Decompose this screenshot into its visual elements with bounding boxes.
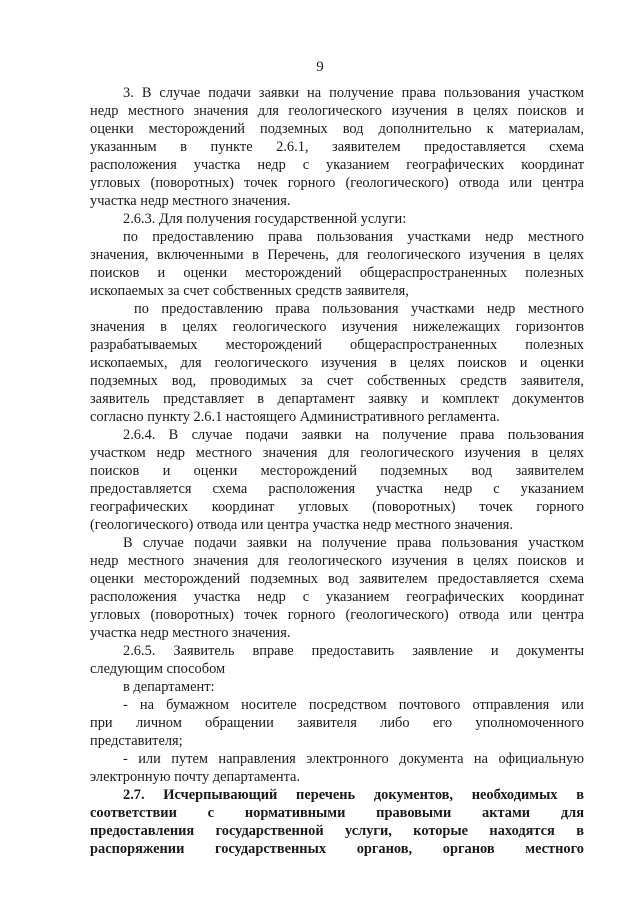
section-heading-line: 2.7. Исчерпывающий перечень документов, необходимых в [123,787,584,803]
text-line: географических координат угловых (поворотных) точек горного [90,499,584,515]
text-line: 3. В случае подачи заявки на получение права пользования участком [123,85,584,101]
text-line: В случае подачи заявки на получение права пользования участком [123,535,584,551]
text-line: по предоставлению права пользования участками недр местного [134,301,584,317]
text-line: расположения участка недр с указанием географических координат [90,157,584,173]
text-line: в департамент: [123,679,215,695]
text-line: значения, включенными в Перечень, для геологического изучения в целях [90,247,584,263]
text-line: предоставляется схема расположения участка недр с указанием [90,481,584,497]
text-line: угловых (поворотных) точек горного (геологического) отвода или центра [90,607,584,623]
text-line: участка недр местного значения. [90,625,291,641]
text-line: недр местного значения для геологического изучения в целях поисков и [90,103,584,119]
text-line: заявитель представляет в департамент заявку и комплект документов [90,391,584,407]
text-line: по предоставлению права пользования участками недр местного [123,229,584,245]
text-line: при личном обращении заявителя либо его уполномоченного [90,715,584,731]
text-line: значения в целях геологического изучения нижележащих горизонтов [90,319,584,335]
text-line: поисков и оценки месторождений подземных вод заявителем [90,463,584,479]
section-heading-line: предоставления государственной услуги, которые находятся в [90,823,584,839]
text-line: 2.6.5. Заявитель вправе предоставить заявление и документы [123,643,584,659]
text-line: электронную почту департамента. [90,769,301,785]
text-line: разрабатываемых месторождений общераспространенных полезных [90,337,584,353]
text-line: недр местного значения для геологического изучения в целях поисков и [90,553,584,569]
text-line: подземных вод, проводимых за счет собственных средств заявителя, [90,373,584,389]
text-line: оценки месторождений подземных вод дополнительно к материалам, [90,121,584,137]
text-line: оценки месторождений подземных вод заявителем предоставляется схема [90,571,584,587]
document-body [90,84,584,858]
text-line: 2.6.4. В случае подачи заявки на получение права пользования [123,427,584,443]
text-line: - на бумажном носителе посредством почтового отправления или [123,697,584,713]
text-line: представителя; [90,733,183,749]
text-line: угловых (поворотных) точек горного (геологического) отвода или центра [90,175,584,191]
text-line: участком недр местного значения для геологического изучения в целях [90,445,584,461]
text-line: следующим способом [90,661,226,677]
text-line: ископаемых за счет собственных средств заявителя, [90,283,409,299]
text-line: поисков и оценки месторождений общераспространенных полезных [90,265,584,281]
text-line: согласно пункту 2.6.1 настоящего Административного регламента. [90,409,500,425]
section-heading-line: распоряжении государственных органов, органов местного [90,841,584,857]
text-line: указанным в пункте 2.6.1, заявителем предоставляется схема [90,139,584,155]
text-line: 2.6.3. Для получения государственной услуги: [123,211,407,227]
text-line: (геологического) отвода или центра участка недр местного значения. [90,517,513,533]
text-line: - или путем направления электронного документа на официальную [123,751,584,767]
section-heading-line: соответствии с нормативными правовыми актами для [90,805,584,821]
text-line: расположения участка недр с указанием географических координат [90,589,584,605]
page-number: 9 [316,59,324,75]
text-line: ископаемых, для геологического изучения в целях поисков и оценки [90,355,584,371]
text-line: участка недр местного значения. [90,193,291,209]
